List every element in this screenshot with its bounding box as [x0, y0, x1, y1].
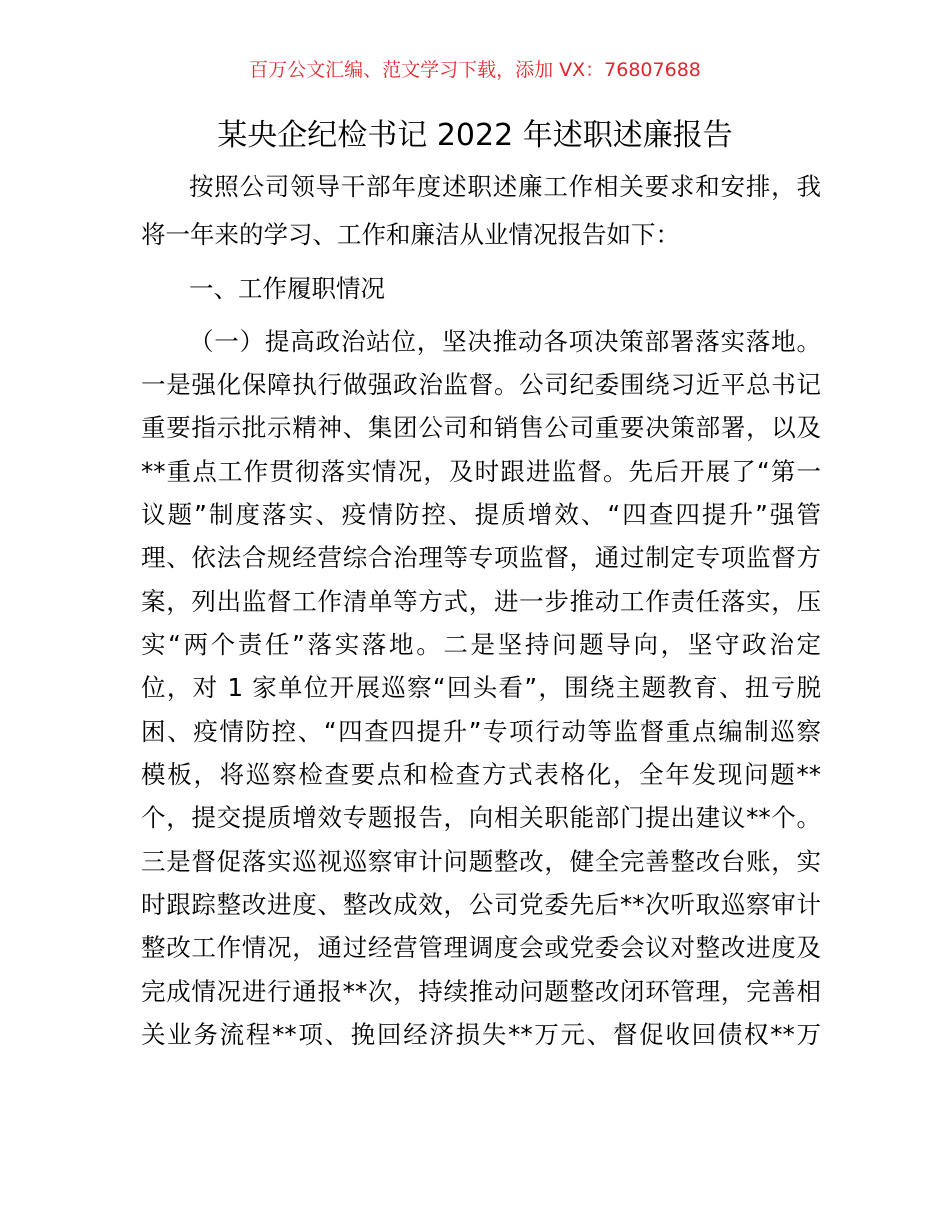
paragraph-line: 整改工作情况，通过经营管理调度会或党委会议对整改进度及: [141, 933, 821, 962]
paragraph-line: 按照公司领导干部年度述职述廉工作相关要求和安排，我: [189, 172, 821, 201]
paragraph-line: 完成情况进行通报**次，持续推动问题整改闭环管理，完善相: [141, 977, 821, 1006]
document-title: 某央企纪检书记 2022 年述职述廉报告: [217, 118, 733, 153]
paragraph-line: 个，提交提质增效专题报告，向相关职能部门提出建议**个。: [141, 803, 821, 832]
watermark-banner: 百万公文汇编、范文学习下载，添加 VX：76807688: [249, 59, 701, 81]
paragraph-line: 议题”制度落实、疫情防控、提质增效、“四查四提升”强管: [141, 500, 821, 529]
subsection-heading: （一）提高政治站位，坚决推动各项决策部署落实落地。: [189, 327, 821, 356]
paragraph-line: 一是强化保障执行做强政治监督。公司纪委围绕习近平总书记: [141, 370, 821, 399]
paragraph-line: 将一年来的学习、工作和廉洁从业情况报告如下：: [141, 220, 680, 249]
paragraph-line: 案，列出监督工作清单等方式，进一步推动工作责任落实，压: [141, 587, 821, 616]
paragraph-line: 重要指示批示精神、集团公司和销售公司重要决策部署，以及: [141, 413, 821, 442]
paragraph-line: 理、依法合规经营综合治理等专项监督，通过制定专项监督方: [141, 543, 821, 572]
section-heading: 一、工作履职情况: [189, 274, 385, 303]
paragraph-line: **重点工作贯彻落实情况，及时跟进监督。先后开展了“第一: [141, 457, 821, 486]
paragraph-line: 困、疫情防控、“四查四提升”专项行动等监督重点编制巡察: [141, 717, 821, 746]
paragraph-line: 关业务流程**项、挽回经济损失**万元、督促收回债权**万: [141, 1020, 821, 1049]
paragraph-line: 模板，将巡察检查要点和检查方式表格化，全年发现问题**: [141, 760, 821, 789]
paragraph-line: 时跟踪整改进度、整改成效，公司党委先后**次听取巡察审计: [141, 890, 821, 919]
paragraph-line: 实“两个责任”落实落地。二是坚持问题导向，坚守政治定: [141, 630, 821, 659]
paragraph-line: 三是督促落实巡视巡察审计问题整改，健全完善整改台账，实: [141, 847, 821, 876]
paragraph-line: 位，对 1 家单位开展巡察“回头看”，围绕主题教育、扭亏脱: [141, 673, 821, 702]
